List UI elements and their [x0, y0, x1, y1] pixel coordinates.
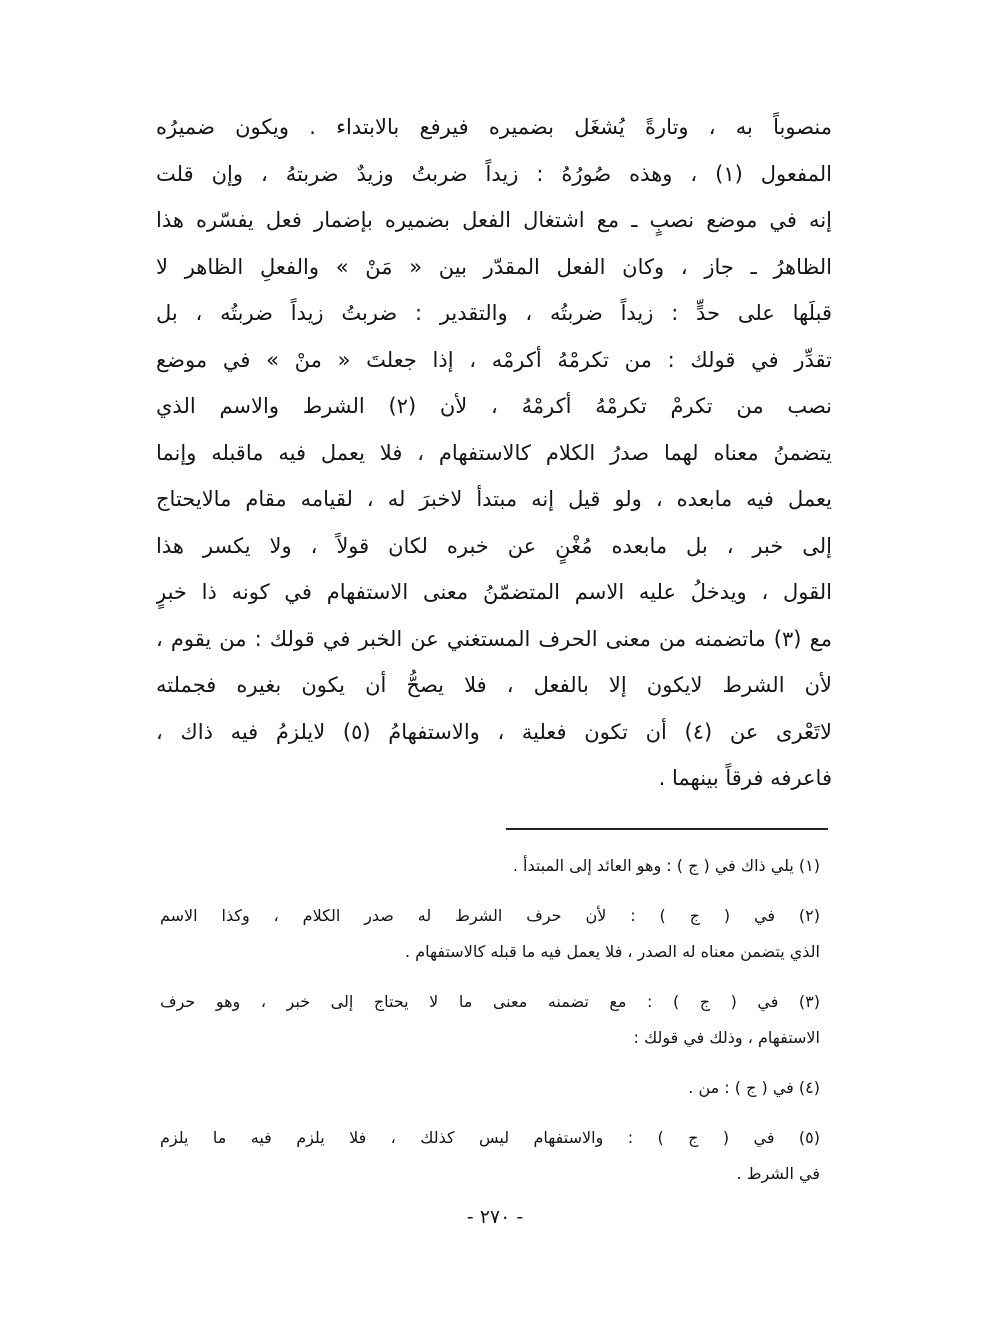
footnote-separator-rule — [506, 828, 828, 830]
footnote-2 — [160, 898, 820, 970]
footnote-line: الاستفهام ، وذلك في قولك : — [633, 1028, 820, 1047]
main-text-line: إلى خبر ، بل مابعده مُغْنٍ عن خبره لكان قولاً ، ولا يكسر هذا — [156, 533, 832, 558]
main-text-line: المفعول (١) ، وهذه صُورُهُ : زيداً ضربتُ وزيدٌ ضربتهُ ، وإن قلت — [156, 161, 832, 186]
footnote-line: (١) يلي ذاك في ( ج ) : وهو العائد إلى المبتدأ . — [512, 856, 820, 875]
main-text-line: منصوباً به ، وتارةً يُشغَل بضميره فيرفع بالابتداء . ويكون ضميرُه — [156, 115, 832, 139]
footnote-line: (٤) في ( ج ) : من . — [688, 1078, 820, 1097]
main-text-line: يتضمنُ معناه لهما صدرُ الكلام كالاستفهام ، فلا يعمل فيه ماقبله وإنما — [156, 440, 832, 465]
footnote-line: (٥) في ( ج ) : والاستفهام ليس كذلك ، فلا يلزم فيه ما يلزم — [160, 1128, 820, 1147]
main-text-line: مع (٣) ماتضمنه من معنى الحرف المستغني عن الخبر في قولك : من يقوم ، — [156, 626, 832, 651]
footnote-1 — [160, 848, 820, 884]
main-text-line: تقدِّر في قولك : من تكرمْهُ أكرمْه ، إذا جعلتَ « منْ » في موضع — [156, 347, 832, 372]
main-text-line: إنه في موضع نصبٍ ـ مع اشتغال الفعل بضميره بإضمار فعل يفسّره هذا — [156, 208, 832, 232]
footnote-3 — [160, 984, 820, 1056]
main-text-line: يعمل فيه مابعده ، ولو قيل إنه مبتدأ لاخبرَ له ، لقيامه مقام مالايحتاج — [156, 487, 832, 511]
footnote-5 — [160, 1120, 820, 1192]
main-text-body — [156, 104, 832, 802]
main-text-line: القول ، ويدخلُ عليه الاسم المتضمّنُ معنى الاستفهام في كونه ذا خبرٍ — [156, 580, 832, 604]
footnote-line: الذي يتضمن معناه له الصدر ، فلا يعمل فيه ما قبله كالاستفهام . — [405, 942, 820, 961]
footnote-line: (٣) في ( ج ) : مع تضمنه معنى ما لا يحتاج إلى خبر ، وهو حرف — [160, 992, 820, 1011]
footnote-line: في الشرط . — [736, 1164, 820, 1183]
main-text-line: فاعرفه فرقاً بينهما . — [658, 766, 832, 790]
main-text-line: الظاهرُ ـ جاز ، وكان الفعل المقدّر بين « مَنْ » والفعلِ الظاهر لا — [156, 254, 832, 279]
footnotes-section — [160, 848, 820, 1206]
footnote-line: (٢) في ( ج ) : لأن حرف الشرط له صدر الكلام ، وكذا الاسم — [160, 906, 820, 925]
footnote-4 — [160, 1070, 820, 1106]
main-text-line: لأن الشرط لايكون إلا بالفعل ، فلا يصحُّ أن يكون بغيره فجملته — [156, 673, 832, 697]
page-number: - ٢٧٠ - — [466, 1206, 524, 1228]
main-text-line: لاتَعْرى عن (٤) أن تكون فعلية ، والاستفهامُ (٥) لايلزمُ فيه ذاك ، — [156, 719, 832, 744]
main-text-line: نصب من تكرمْ تكرمْهُ أكرمْهُ ، لأن (٢) الشرط والاسم الذي — [156, 394, 832, 418]
main-text-line: قبلَها على حدٍّ : زيداً ضربتُه ، والتقدير : ضربتُ زيداً ضربتُه ، بل — [156, 301, 832, 325]
